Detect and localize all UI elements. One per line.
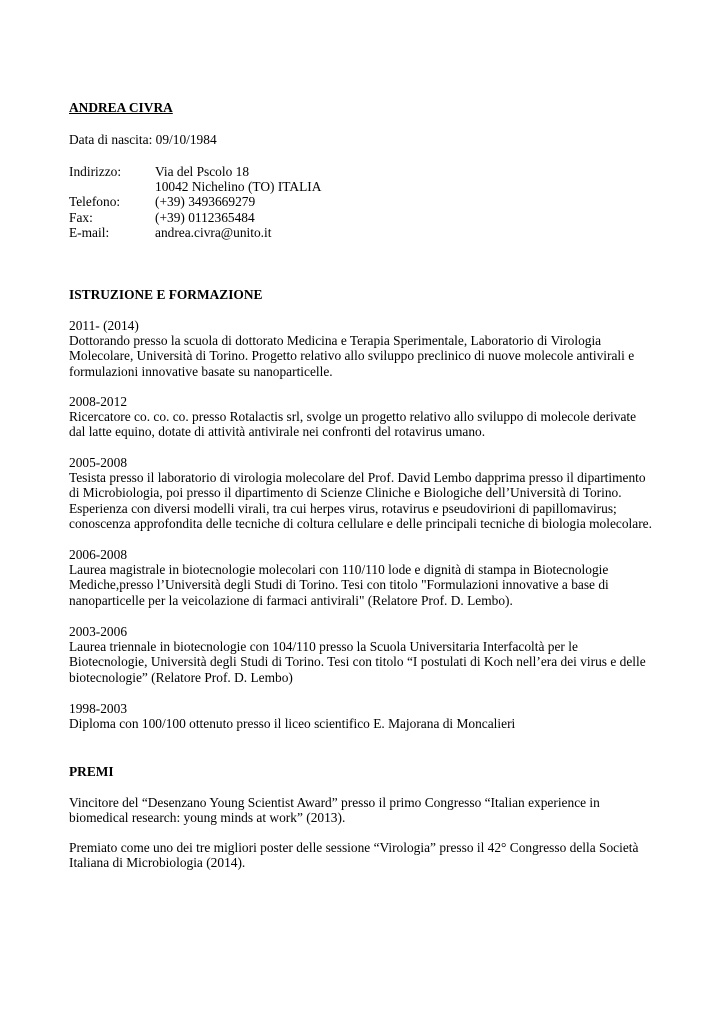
education-entry <box>69 394 669 440</box>
entry-line: Ricercatore co. co. co. presso Rotalactis srl, svolge un progetto relativo allo sviluppo di molecole derivate <box>69 409 637 425</box>
award-line: Italiana di Microbiologia (2014). <box>69 855 246 871</box>
entry-line: Laurea triennale in biotecnologie con 104/110 presso la Scuola Universitaria Interfacoltà per le <box>69 639 578 655</box>
entry-line: Tesista presso il laboratorio di virologia molecolare del Prof. David Lembo dapprima presso il dipartimento <box>69 470 646 486</box>
entry-line: Molecolare, Università di Torino. Progetto relativo allo sviluppo preclinico di nuove molecole antivirali e <box>69 348 635 364</box>
award-item <box>69 795 669 825</box>
contact-value: 10042 Nichelino (TO) ITALIA <box>155 179 322 195</box>
education-entry <box>69 624 669 685</box>
contact-label: Telefono: <box>69 194 121 210</box>
entry-line: Diploma con 100/100 ottenuto presso il liceo scientifico E. Majorana di Moncalieri <box>69 716 516 732</box>
entry-line: dal latte equino, dotate di attività antivirale nei confronti del rotavirus umano. <box>69 424 486 440</box>
awards-heading: PREMI <box>69 764 114 779</box>
entry-line: Laurea magistrale in biotecnologie molecolari con 110/110 lode e dignità di stampa in Biotecnologie <box>69 562 609 578</box>
entry-line: Biotecnologie, Università degli Studi di Torino. Tesi con titolo “I postulati di Koch nell’era dei virus e delle <box>69 654 646 670</box>
entry-line: conoscenza approfondita delle tecniche di coltura cellulare e delle principali tecniche di biologia molecolare. <box>69 515 652 531</box>
entry-line: Mediche,presso l’Università degli Studi di Torino. Tesi con titolo "Formulazioni innovative a base di <box>69 577 609 593</box>
education-entry <box>69 318 669 379</box>
award-line: Premiato come uno dei tre migliori poster delle sessione “Virologia” presso il 42° Congresso della Società <box>69 840 639 855</box>
entry-line: di Microbiologia, poi presso il dipartimento di Scienze Cliniche e Biologiche dell’Università di Torino. <box>69 485 622 501</box>
award-line: Vincitore del “Desenzano Young Scientist Award” presso il primo Congresso “Italian experience in <box>69 795 600 810</box>
education-entry <box>69 701 669 731</box>
contact-row-address <box>69 164 321 179</box>
entry-period: 2005-2008 <box>69 455 128 470</box>
award-item <box>69 840 669 870</box>
education-entry <box>69 455 669 531</box>
entry-line: formulazioni innovative basate su nanoparticelle. <box>69 363 333 379</box>
person-name: ANDREA CIVRA <box>69 100 173 115</box>
contact-row-city <box>69 179 321 194</box>
contact-value: andrea.civra@unito.it <box>155 224 272 240</box>
entry-line: Esperienza con diversi modelli virali, tra cui herpes virus, rotavirus e pseudovirioni di papillomavirus; <box>69 500 617 516</box>
entry-period: 1998-2003 <box>69 701 128 716</box>
entry-line: biotecnologie” (Relatore Prof. D. Lembo) <box>69 669 293 685</box>
education-entry <box>69 547 669 608</box>
entry-period: 2006-2008 <box>69 547 128 562</box>
contact-value: (+39) 3493669279 <box>155 194 256 210</box>
education-heading: ISTRUZIONE E FORMAZIONE <box>69 287 263 302</box>
contact-label: Fax: <box>69 209 93 225</box>
contact-value: Via del Pscolo 18 <box>155 164 250 179</box>
contact-value: (+39) 0112365484 <box>155 209 255 225</box>
entry-period: 2003-2006 <box>69 624 128 639</box>
contact-row-email <box>69 225 321 240</box>
entry-period: 2008-2012 <box>69 394 128 409</box>
contact-label <box>69 179 155 194</box>
award-line: biomedical research: young minds at work” (2013). <box>69 810 346 826</box>
contact-block <box>69 164 321 240</box>
entry-period: 2011- (2014) <box>69 318 139 333</box>
contact-row-fax <box>69 210 321 225</box>
contact-row-phone <box>69 194 321 209</box>
entry-line: nanoparticelle per la veicolazione di farmaci antivirali" (Relatore Prof. D. Lembo). <box>69 592 513 608</box>
birth-date: Data di nascita: 09/10/1984 <box>69 132 217 147</box>
contact-label: E-mail: <box>69 224 110 240</box>
entry-line: Dottorando presso la scuola di dottorato Medicina e Terapia Sperimentale, Laboratorio di Virologia <box>69 333 602 349</box>
contact-label: Indirizzo: <box>69 164 122 179</box>
